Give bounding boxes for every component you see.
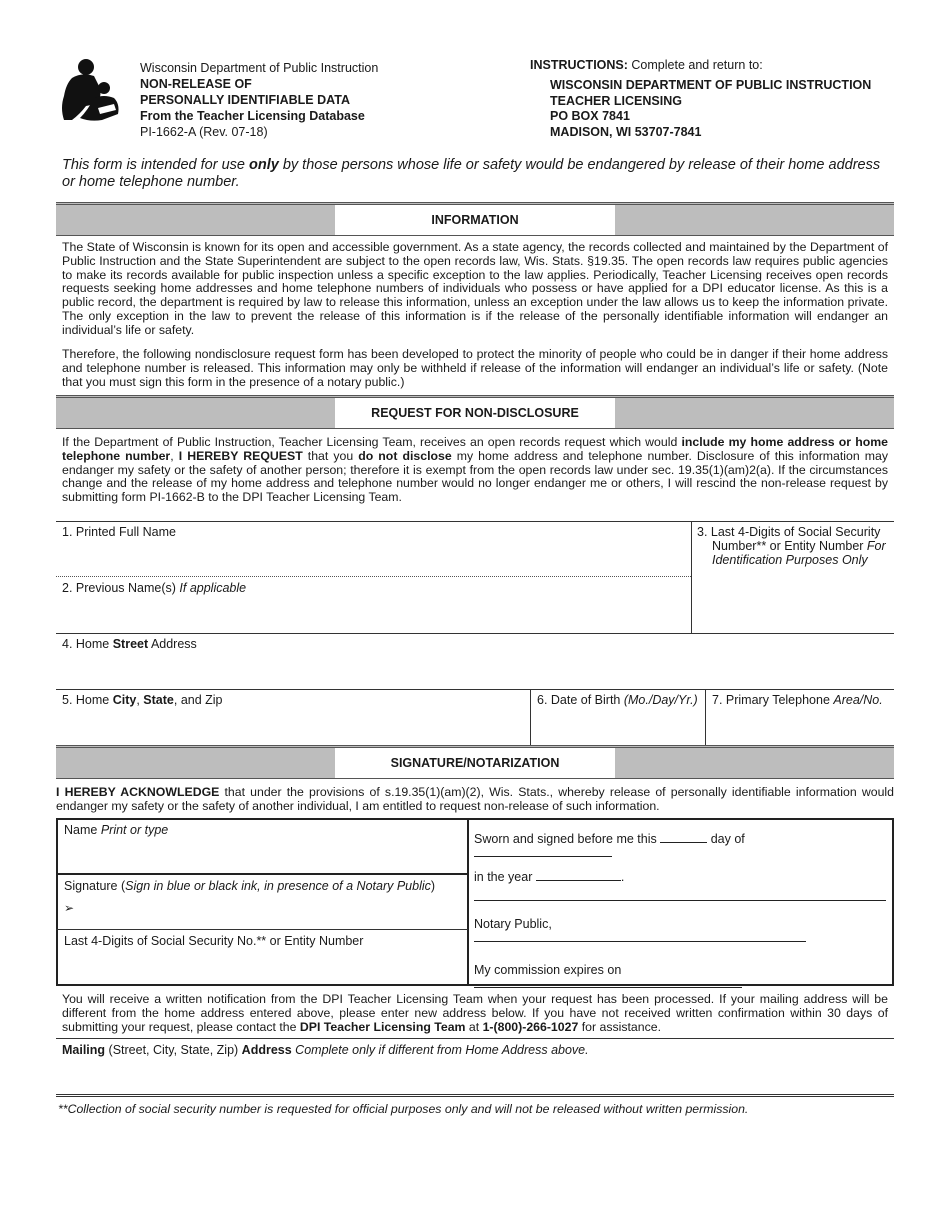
agency-name: Wisconsin Department of Public Instruction <box>140 61 379 75</box>
notification-paragraph: You will receive a written notification from the DPI Teacher Licensing Team when your request has been processed. If your mailing address will be different from the home address entered above, please enter new address below. If you have not received written confirmation within 30 days of submitting your request, please contact the DPI Teacher Licensing Team at 1-(800)-266-1027 for assistance. <box>62 992 888 1034</box>
ssn-label: 3. Last 4-Digits of Social Security Number** or Entity Number For Identification Purposes Only <box>697 525 886 567</box>
information-paragraph-1: The State of Wisconsin is known for its open and accessible government. As a state agency, the records collected and maintained by the Department of Public Instruction and the State Superintendent are subject to the open records law, Wis. Stats. §19.35. The open records law requires public agencies to make its records available for public inspection unless a specific exception to the law applies. Periodically, Teacher Licensing receives open records requests seeking home addresses and home telephone numbers of individuals who possess or have applied for a DPI educator license. As this is a public record, the department is required by law to release this information, unless an exception under the law allows us to keep the information private. The only exception in the law to prevent the release of this information is if the release of the personally identifiable information will endanger an individual’s life or safety. <box>62 240 888 337</box>
dpi-logo-icon <box>58 58 128 128</box>
notary-block <box>474 832 886 991</box>
name-print-label: Name Print or type <box>64 823 169 837</box>
signature-heading: SIGNATURE/NOTARIZATION <box>335 748 615 778</box>
signature-label: Signature (Sign in blue or black ink, in presence of a Notary Public) <box>64 879 436 893</box>
commission-line: My commission expires on <box>474 963 886 991</box>
instructions-text: Complete and return to: <box>627 58 763 72</box>
date-of-birth-field[interactable] <box>531 689 705 745</box>
printed-full-name-label: 1. Printed Full Name <box>62 525 176 539</box>
previous-names-field[interactable] <box>56 577 691 633</box>
ssn-field[interactable] <box>692 521 894 633</box>
notary-signature-line[interactable] <box>474 900 886 901</box>
address-line: PO BOX 7841 <box>550 109 630 123</box>
previous-names-label: 2. Previous Name(s) If applicable <box>62 581 247 595</box>
address-line: TEACHER LICENSING <box>550 93 682 108</box>
date-of-birth-label: 6. Date of Birth (Mo./Day/Yr.) <box>537 693 698 707</box>
address-line: WISCONSIN DEPARTMENT OF PUBLIC INSTRUCTION <box>550 78 872 92</box>
signature-ssn-label: Last 4-Digits of Social Security No.** or Entity Number <box>64 934 364 948</box>
home-city-label: 5. Home City, State, and Zip <box>62 693 223 707</box>
information-section-bar <box>56 202 894 236</box>
mailing-address-label: Mailing (Street, City, State, Zip) Address Complete only if different from Home Address above. <box>62 1043 589 1057</box>
request-heading: REQUEST FOR NON-DISCLOSURE <box>335 398 615 428</box>
return-address <box>550 78 871 140</box>
month-blank[interactable] <box>474 846 612 857</box>
signature-section-bar <box>56 745 894 779</box>
home-city-state-zip-field[interactable] <box>56 689 530 745</box>
notary-public-blank[interactable] <box>474 931 806 942</box>
sworn-line: Sworn and signed before me this day of <box>474 832 886 860</box>
acknowledgement-paragraph: I HEREBY ACKNOWLEDGE that under the provisions of s.19.35(1)(am)(2), Wis. Stats., whereby release of personally identifiable information would endanger my safety or the safety of another individual, I am entitled to request non-release of such information. <box>56 785 894 813</box>
signature-ssn-field[interactable] <box>58 930 466 984</box>
arrow-icon: ➢ <box>64 901 75 915</box>
form-title-line2: PERSONALLY IDENTIFIABLE DATA <box>140 93 350 107</box>
form-title-line1: NON-RELEASE OF <box>140 77 252 91</box>
address-line: MADISON, WI 53707-7841 <box>550 124 702 139</box>
instructions-label: INSTRUCTIONS: <box>530 58 628 72</box>
home-street-label: 4. Home Street Address <box>62 637 197 651</box>
printed-full-name-field[interactable] <box>56 521 691 576</box>
signature-field[interactable] <box>58 875 466 929</box>
ssn-footnote: **Collection of social security number is requested for official purposes only and will not be released without written permission. <box>58 1102 749 1116</box>
name-print-field[interactable] <box>58 819 466 873</box>
intro-statement: This form is intended for use only by those persons whose life or safety would be endangered by release of their home address or home telephone number. <box>62 157 881 190</box>
primary-telephone-field[interactable] <box>706 689 894 745</box>
home-street-address-field[interactable] <box>56 633 894 689</box>
day-blank[interactable] <box>660 832 707 843</box>
mailing-address-field[interactable] <box>56 1039 894 1094</box>
form-title-line3: From the Teacher Licensing Database <box>140 109 365 123</box>
primary-telephone-label: 7. Primary Telephone Area/No. <box>712 693 883 707</box>
header-instructions <box>530 58 871 140</box>
commission-blank[interactable] <box>474 977 742 988</box>
form-number: PI-1662-A (Rev. 07-18) <box>140 125 268 139</box>
information-paragraph-2: Therefore, the following nondisclosure request form has been developed to protect the minority of people who could be in danger if their home address and telephone number is released. This information may only be withheld if release of the information will endanger an individual’s life or safety. (Note that you must sign this form in the presence of a notary public.) <box>62 347 888 389</box>
notary-public-line: Notary Public, <box>474 917 886 945</box>
request-paragraph: If the Department of Public Instruction, Teacher Licensing Team, receives an open records request which would include my home address or home telephone number, I HEREBY REQUEST that you do not disclose my home address and telephone number. Disclosure of this information may endanger my safety or the safety of another person; therefore it is exempt from the open records law under sec. 19.35(1)(am)2(a). If the circumstances change and the release of my home address and telephone number would no longer endanger me or others, I will rescind the non-release request by submitting form PI-1662-B to the DPI Teacher Licensing Team. <box>62 435 889 505</box>
year-line: in the year . <box>474 870 625 884</box>
information-heading: INFORMATION <box>335 205 615 235</box>
year-blank[interactable] <box>536 870 621 881</box>
header-left <box>140 60 378 140</box>
request-section-bar <box>56 395 894 429</box>
